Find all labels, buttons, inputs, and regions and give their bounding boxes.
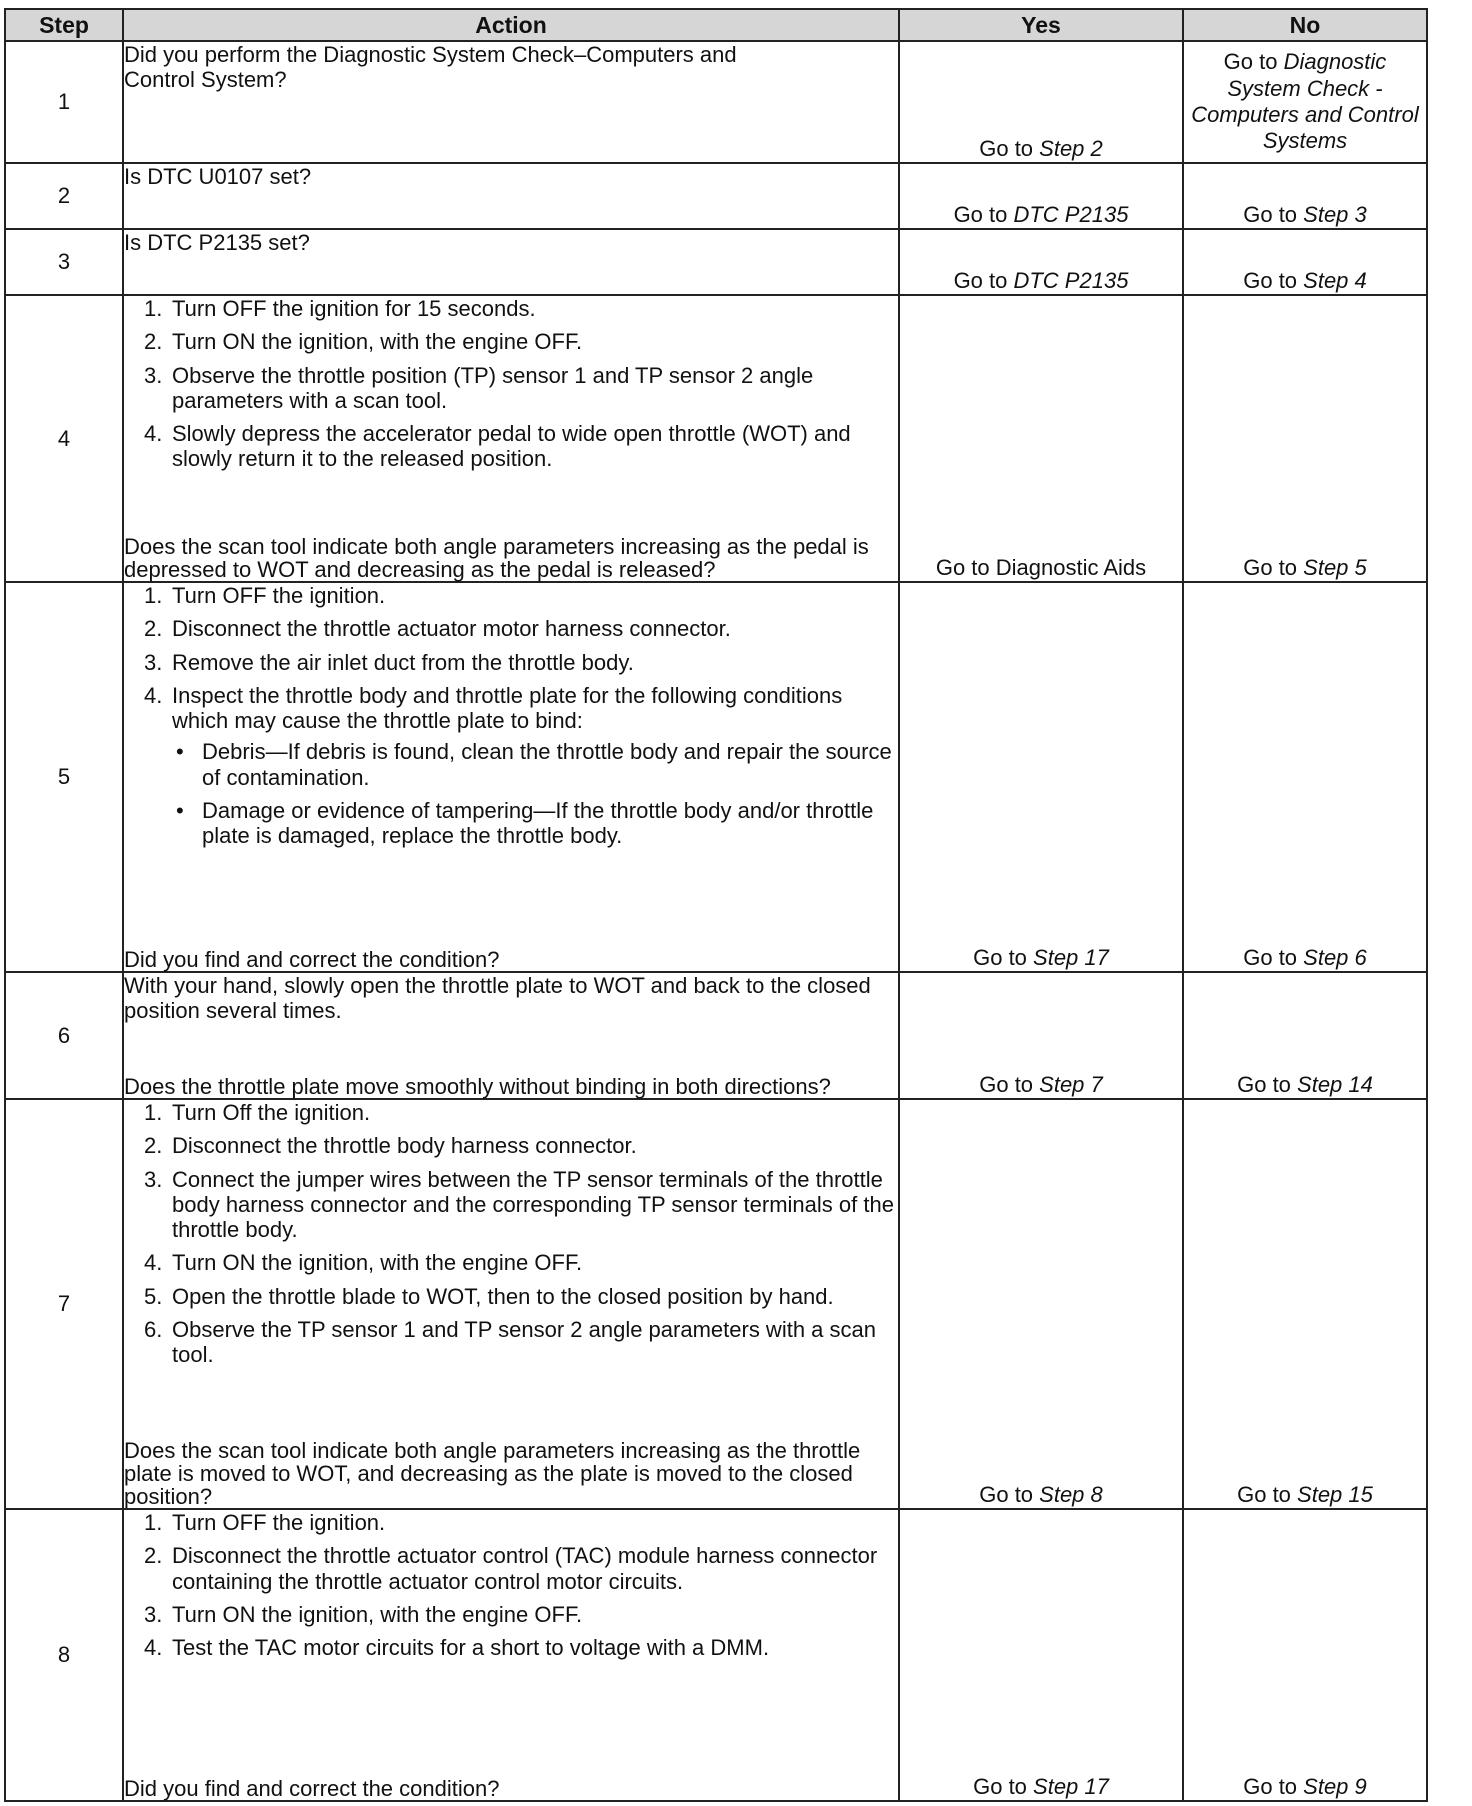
no-prefix: Go to <box>1237 1481 1298 1507</box>
no-prefix: Go to <box>1243 944 1304 970</box>
action-step: 5. Open the throttle blade to WOT, then to the closed position by hand. <box>144 1283 834 1309</box>
action-cell <box>123 582 899 972</box>
step-number: 1 <box>5 41 123 163</box>
action-step: 3. Connect the jumper wires between the TP sensor terminals of the throttle body harness connector and the corresponding TP sensor terminals of the throttle body. <box>144 1166 894 1243</box>
action-step: 2. Disconnect the throttle actuator motor harness connector. <box>144 616 731 642</box>
no-prefix: Go to <box>1243 201 1304 227</box>
action-step: 2. Turn ON the ignition, with the engine OFF. <box>144 329 583 355</box>
action-cell <box>123 229 899 295</box>
table-row <box>5 229 1427 295</box>
no-prefix: Go to <box>1243 267 1304 293</box>
header-step: Step <box>5 9 123 41</box>
action-question: Is DTC P2135 set? <box>124 230 310 255</box>
action-cell <box>123 41 899 163</box>
bullet-item: • Damage or evidence of tampering—If the throttle body and/or throttle plate is damaged, replace the throttle body. <box>176 798 874 849</box>
no-prefix: Go to <box>1243 1773 1304 1799</box>
step-number: 4 <box>5 295 123 582</box>
no-link[interactable]: Step 9 <box>1303 1773 1367 1799</box>
no-cell <box>1183 41 1427 163</box>
action-step: 3. Observe the throttle position (TP) sensor 1 and TP sensor 2 angle parameters with a scan tool. <box>144 362 814 413</box>
action-step: 1. Turn Off the ignition. <box>144 1100 371 1125</box>
table-header-row <box>5 9 1427 41</box>
action-step: 4. Inspect the throttle body and throttle plate for the following conditions which may cause the throttle plate to bind: • Debris—If debris is found, clean the throttle body and repair the source of contamination. • Damage or evidence of tampering—If the throttle body and/or throttle plate is damaged, replace the throttle body. <box>144 683 898 849</box>
action-step: 3. Remove the air inlet duct from the throttle body. <box>144 649 634 675</box>
yes-cell <box>899 295 1183 582</box>
no-prefix: Go to <box>1243 554 1304 580</box>
no-cell <box>1183 972 1427 1099</box>
action-cell <box>123 1099 899 1509</box>
yes-prefix: Go to <box>979 1481 1040 1507</box>
yes-prefix: Go to <box>953 267 1014 293</box>
action-question: Is DTC U0107 set? <box>124 164 312 189</box>
bullet-list <box>172 739 898 848</box>
yes-link[interactable]: Step 8 <box>1039 1481 1103 1507</box>
no-cell <box>1183 1099 1427 1509</box>
header-action: Action <box>123 9 899 41</box>
table-row <box>5 163 1427 229</box>
action-step: 1. Turn OFF the ignition for 15 seconds. <box>144 296 536 321</box>
table-row <box>5 295 1427 582</box>
action-step: 6. Observe the TP sensor 1 and TP sensor 2 angle parameters with a scan tool. <box>144 1317 876 1368</box>
table-row <box>5 1099 1427 1509</box>
yes-link[interactable]: Step 7 <box>1039 1071 1103 1097</box>
action-question: Did you find and correct the condition? <box>124 946 500 972</box>
yes-prefix: Go to <box>973 1773 1034 1799</box>
step-number: 3 <box>5 229 123 295</box>
yes-link[interactable]: Step 17 <box>1033 944 1109 970</box>
action-question: Does the throttle plate move smoothly without binding in both directions? <box>124 1073 831 1099</box>
action-step: 1. Turn OFF the ignition. <box>144 1510 386 1535</box>
no-link[interactable]: Step 3 <box>1303 201 1367 227</box>
bullet-item: • Debris—If debris is found, clean the throttle body and repair the source of contamination. <box>176 739 892 790</box>
action-step: 4. Slowly depress the accelerator pedal to wide open throttle (WOT) and slowly return it to the released position. <box>144 421 851 472</box>
action-steps <box>124 1100 898 1368</box>
yes-prefix: Go to <box>973 944 1034 970</box>
action-cell <box>123 295 899 582</box>
no-link[interactable]: Step 15 <box>1297 1481 1373 1507</box>
step-number: 8 <box>5 1509 123 1801</box>
action-instruction: With your hand, slowly open the throttle plate to WOT and back to the closed position several times. <box>124 973 871 1024</box>
yes-prefix: Go to <box>953 201 1014 227</box>
action-question: Does the scan tool indicate both angle parameters increasing as the throttle plate is moved to WOT, and decreasing as the plate is moved to the closed position? <box>124 1437 861 1509</box>
yes-cell <box>899 41 1183 163</box>
no-cell <box>1183 229 1427 295</box>
yes-prefix: Go to <box>979 135 1040 161</box>
action-step: 2. Disconnect the throttle actuator control (TAC) module harness connector containing the throttle actuator control motor circuits. <box>144 1543 878 1594</box>
diagnostic-table <box>4 8 1428 1802</box>
yes-cell <box>899 582 1183 972</box>
step-number: 5 <box>5 582 123 972</box>
no-cell <box>1183 582 1427 972</box>
table-row <box>5 582 1427 972</box>
header-yes: Yes <box>899 9 1183 41</box>
table-row <box>5 41 1427 163</box>
no-prefix: Go to <box>1237 1071 1298 1097</box>
action-step: 1. Turn OFF the ignition. <box>144 583 386 608</box>
yes-cell <box>899 229 1183 295</box>
step-number: 2 <box>5 163 123 229</box>
action-question: Did you find and correct the condition? <box>124 1775 500 1801</box>
action-cell <box>123 163 899 229</box>
no-link[interactable]: Step 6 <box>1303 944 1367 970</box>
action-steps <box>124 1510 898 1660</box>
action-step: 2. Disconnect the throttle body harness connector. <box>144 1133 637 1159</box>
yes-link[interactable]: DTC P2135 <box>1013 201 1129 227</box>
yes-cell <box>899 163 1183 229</box>
no-prefix: Go to <box>1223 49 1284 75</box>
no-link[interactable]: Diagnostic System Check - Computers and Control Systems <box>1191 49 1419 154</box>
table-row <box>5 1509 1427 1801</box>
yes-cell <box>899 972 1183 1099</box>
step-number: 7 <box>5 1099 123 1509</box>
no-cell <box>1183 1509 1427 1801</box>
yes-cell <box>899 1099 1183 1509</box>
yes-link[interactable]: Step 2 <box>1039 135 1103 161</box>
action-step: 4. Turn ON the ignition, with the engine OFF. <box>144 1250 583 1276</box>
yes-cell <box>899 1509 1183 1801</box>
no-link[interactable]: Step 14 <box>1297 1071 1373 1097</box>
yes-text[interactable]: Go to Diagnostic Aids <box>935 554 1147 580</box>
action-steps <box>124 583 898 849</box>
action-cell <box>123 1509 899 1801</box>
action-step: 4. Test the TAC motor circuits for a short to voltage with a DMM. <box>144 1635 770 1661</box>
action-steps <box>124 296 898 472</box>
step-number: 6 <box>5 972 123 1099</box>
no-cell <box>1183 163 1427 229</box>
yes-prefix: Go to <box>979 1071 1040 1097</box>
action-question: Does the scan tool indicate both angle parameters increasing as the pedal is depressed to WOT and decreasing as the pedal is released? <box>124 533 869 582</box>
action-step: 3. Turn ON the ignition, with the engine OFF. <box>144 1601 583 1627</box>
table-row <box>5 972 1427 1099</box>
yes-link[interactable]: DTC P2135 <box>1013 267 1129 293</box>
header-no: No <box>1183 9 1427 41</box>
no-cell <box>1183 295 1427 582</box>
no-link[interactable]: Step 5 <box>1303 554 1367 580</box>
yes-link[interactable]: Step 17 <box>1033 1773 1109 1799</box>
action-cell <box>123 972 899 1099</box>
action-question: Did you perform the Diagnostic System Check–Computers and Control System? <box>124 42 737 93</box>
no-link[interactable]: Step 4 <box>1303 267 1367 293</box>
